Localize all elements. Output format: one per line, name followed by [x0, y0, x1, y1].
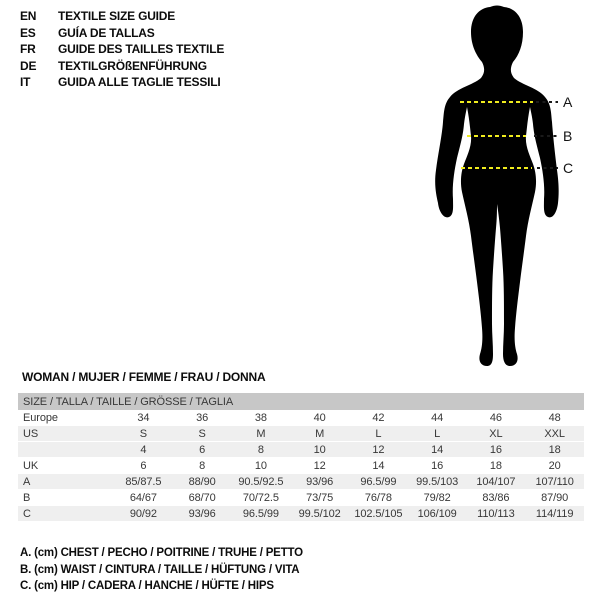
size-cell: 102.5/105: [354, 507, 403, 520]
size-cell: M: [315, 427, 325, 440]
size-cell: 8: [199, 459, 206, 472]
woman-silhouette-figure: [400, 0, 600, 380]
language-code: ES: [20, 25, 36, 40]
size-cell: 107/110: [535, 475, 574, 488]
size-cell: 85/87.5: [125, 475, 162, 488]
size-cell: 12: [372, 443, 385, 456]
size-cell: 99.5/102: [298, 507, 341, 520]
language-label: GUIDE DES TAILLES TEXTILE: [58, 42, 225, 56]
size-cell: 83/86: [482, 491, 510, 504]
chest-label: A: [563, 94, 573, 110]
language-row: [20, 25, 224, 42]
size-cell: 18: [489, 459, 502, 472]
size-cell: M: [256, 427, 266, 440]
table-row: [18, 490, 584, 506]
row-label: UK: [23, 459, 39, 472]
language-label: GUÍA DE TALLAS: [58, 25, 155, 40]
size-cell: 96.5/99: [242, 507, 279, 520]
waist-label: B: [563, 128, 573, 144]
size-cell: 106/109: [417, 507, 457, 520]
size-cell: 76/78: [364, 491, 392, 504]
size-cell: 70/72.5: [242, 491, 279, 504]
size-cell: L: [375, 427, 382, 440]
size-cell: 46: [489, 411, 502, 424]
language-title-block: [20, 8, 224, 91]
size-cell: 90.5/92.5: [238, 475, 284, 488]
size-cell: 90/92: [129, 507, 157, 520]
size-cell: S: [139, 427, 147, 440]
row-label: C: [23, 507, 31, 520]
measure-legend: [20, 545, 303, 595]
size-cell: 6: [199, 443, 206, 456]
size-cell: 16: [431, 459, 444, 472]
table-row: [18, 442, 584, 458]
size-cell: 20: [548, 459, 561, 472]
size-cell: 73/75: [306, 491, 334, 504]
language-row: [20, 41, 224, 58]
size-cell: XXL: [544, 427, 565, 440]
woman-silhouette: [435, 6, 558, 367]
size-cell: 18: [548, 443, 561, 456]
size-cell: 36: [196, 411, 209, 424]
legend-waist-line: B. (cm) WAIST / CINTURA / TAILLE / HÜFTUNG / VITA: [20, 563, 300, 576]
table-row: [18, 410, 584, 426]
language-row: [20, 8, 224, 25]
size-cell: 48: [548, 411, 561, 424]
size-cell: 12: [313, 459, 326, 472]
size-table: [18, 393, 584, 522]
size-cell: 42: [372, 411, 385, 424]
section-title: WOMAN / MUJER / FEMME / FRAU / DONNA: [22, 370, 266, 384]
row-label: Europe: [23, 411, 58, 424]
size-cell: 10: [313, 443, 326, 456]
size-table-header: SIZE / TALLA / TAILLE / GRÖSSE / TAGLIA: [18, 393, 584, 410]
size-cell: 34: [137, 411, 150, 424]
size-cell: 88/90: [188, 475, 216, 488]
size-cell: 87/90: [541, 491, 569, 504]
legend-chest-line: A. (cm) CHEST / PECHO / POITRINE / TRUHE / PETTO: [20, 547, 303, 559]
language-code: IT: [20, 75, 31, 89]
language-code: DE: [20, 58, 37, 73]
size-cell: L: [434, 427, 441, 440]
legend-hip-line: C. (cm) HIP / CADERA / HANCHE / HÜFTE / HIPS: [20, 580, 274, 592]
size-cell: 16: [489, 443, 502, 456]
language-code: EN: [20, 9, 37, 23]
size-cell: 38: [254, 411, 267, 424]
size-table-body: [18, 410, 584, 522]
row-label: A: [23, 475, 31, 488]
table-row: [18, 474, 584, 490]
table-row: [18, 506, 584, 522]
size-cell: 14: [431, 443, 444, 456]
size-cell: 96.5/99: [360, 475, 397, 488]
table-row: [18, 458, 584, 474]
row-label: B: [23, 491, 31, 504]
size-cell: 93/96: [188, 507, 216, 520]
size-cell: 114/119: [535, 507, 574, 520]
language-label: TEXTILE SIZE GUIDE: [58, 9, 176, 23]
row-label: US: [23, 427, 39, 440]
hip-label: C: [563, 160, 574, 176]
size-cell: XL: [489, 427, 503, 440]
size-cell: S: [198, 427, 206, 440]
size-cell: 104/107: [476, 475, 516, 488]
size-cell: 68/70: [188, 491, 216, 504]
language-row: [20, 58, 224, 75]
size-cell: 8: [257, 443, 264, 456]
table-row: [18, 426, 584, 442]
language-code: FR: [20, 42, 36, 56]
size-cell: 40: [313, 411, 326, 424]
size-cell: 14: [372, 459, 385, 472]
size-cell: 79/82: [423, 491, 451, 504]
size-cell: 93/96: [306, 475, 334, 488]
language-row: [20, 74, 224, 91]
size-cell: 99.5/103: [416, 475, 459, 488]
language-label: GUIDA ALLE TAGLIE TESSILI: [58, 75, 221, 89]
size-cell: 10: [254, 459, 267, 472]
language-label: TEXTILGRÖßENFÜHRUNG: [58, 58, 207, 73]
size-cell: 4: [140, 443, 147, 456]
size-cell: 64/67: [129, 491, 157, 504]
size-cell: 6: [140, 459, 147, 472]
size-cell: 110/113: [477, 507, 515, 520]
size-cell: 44: [431, 411, 444, 424]
